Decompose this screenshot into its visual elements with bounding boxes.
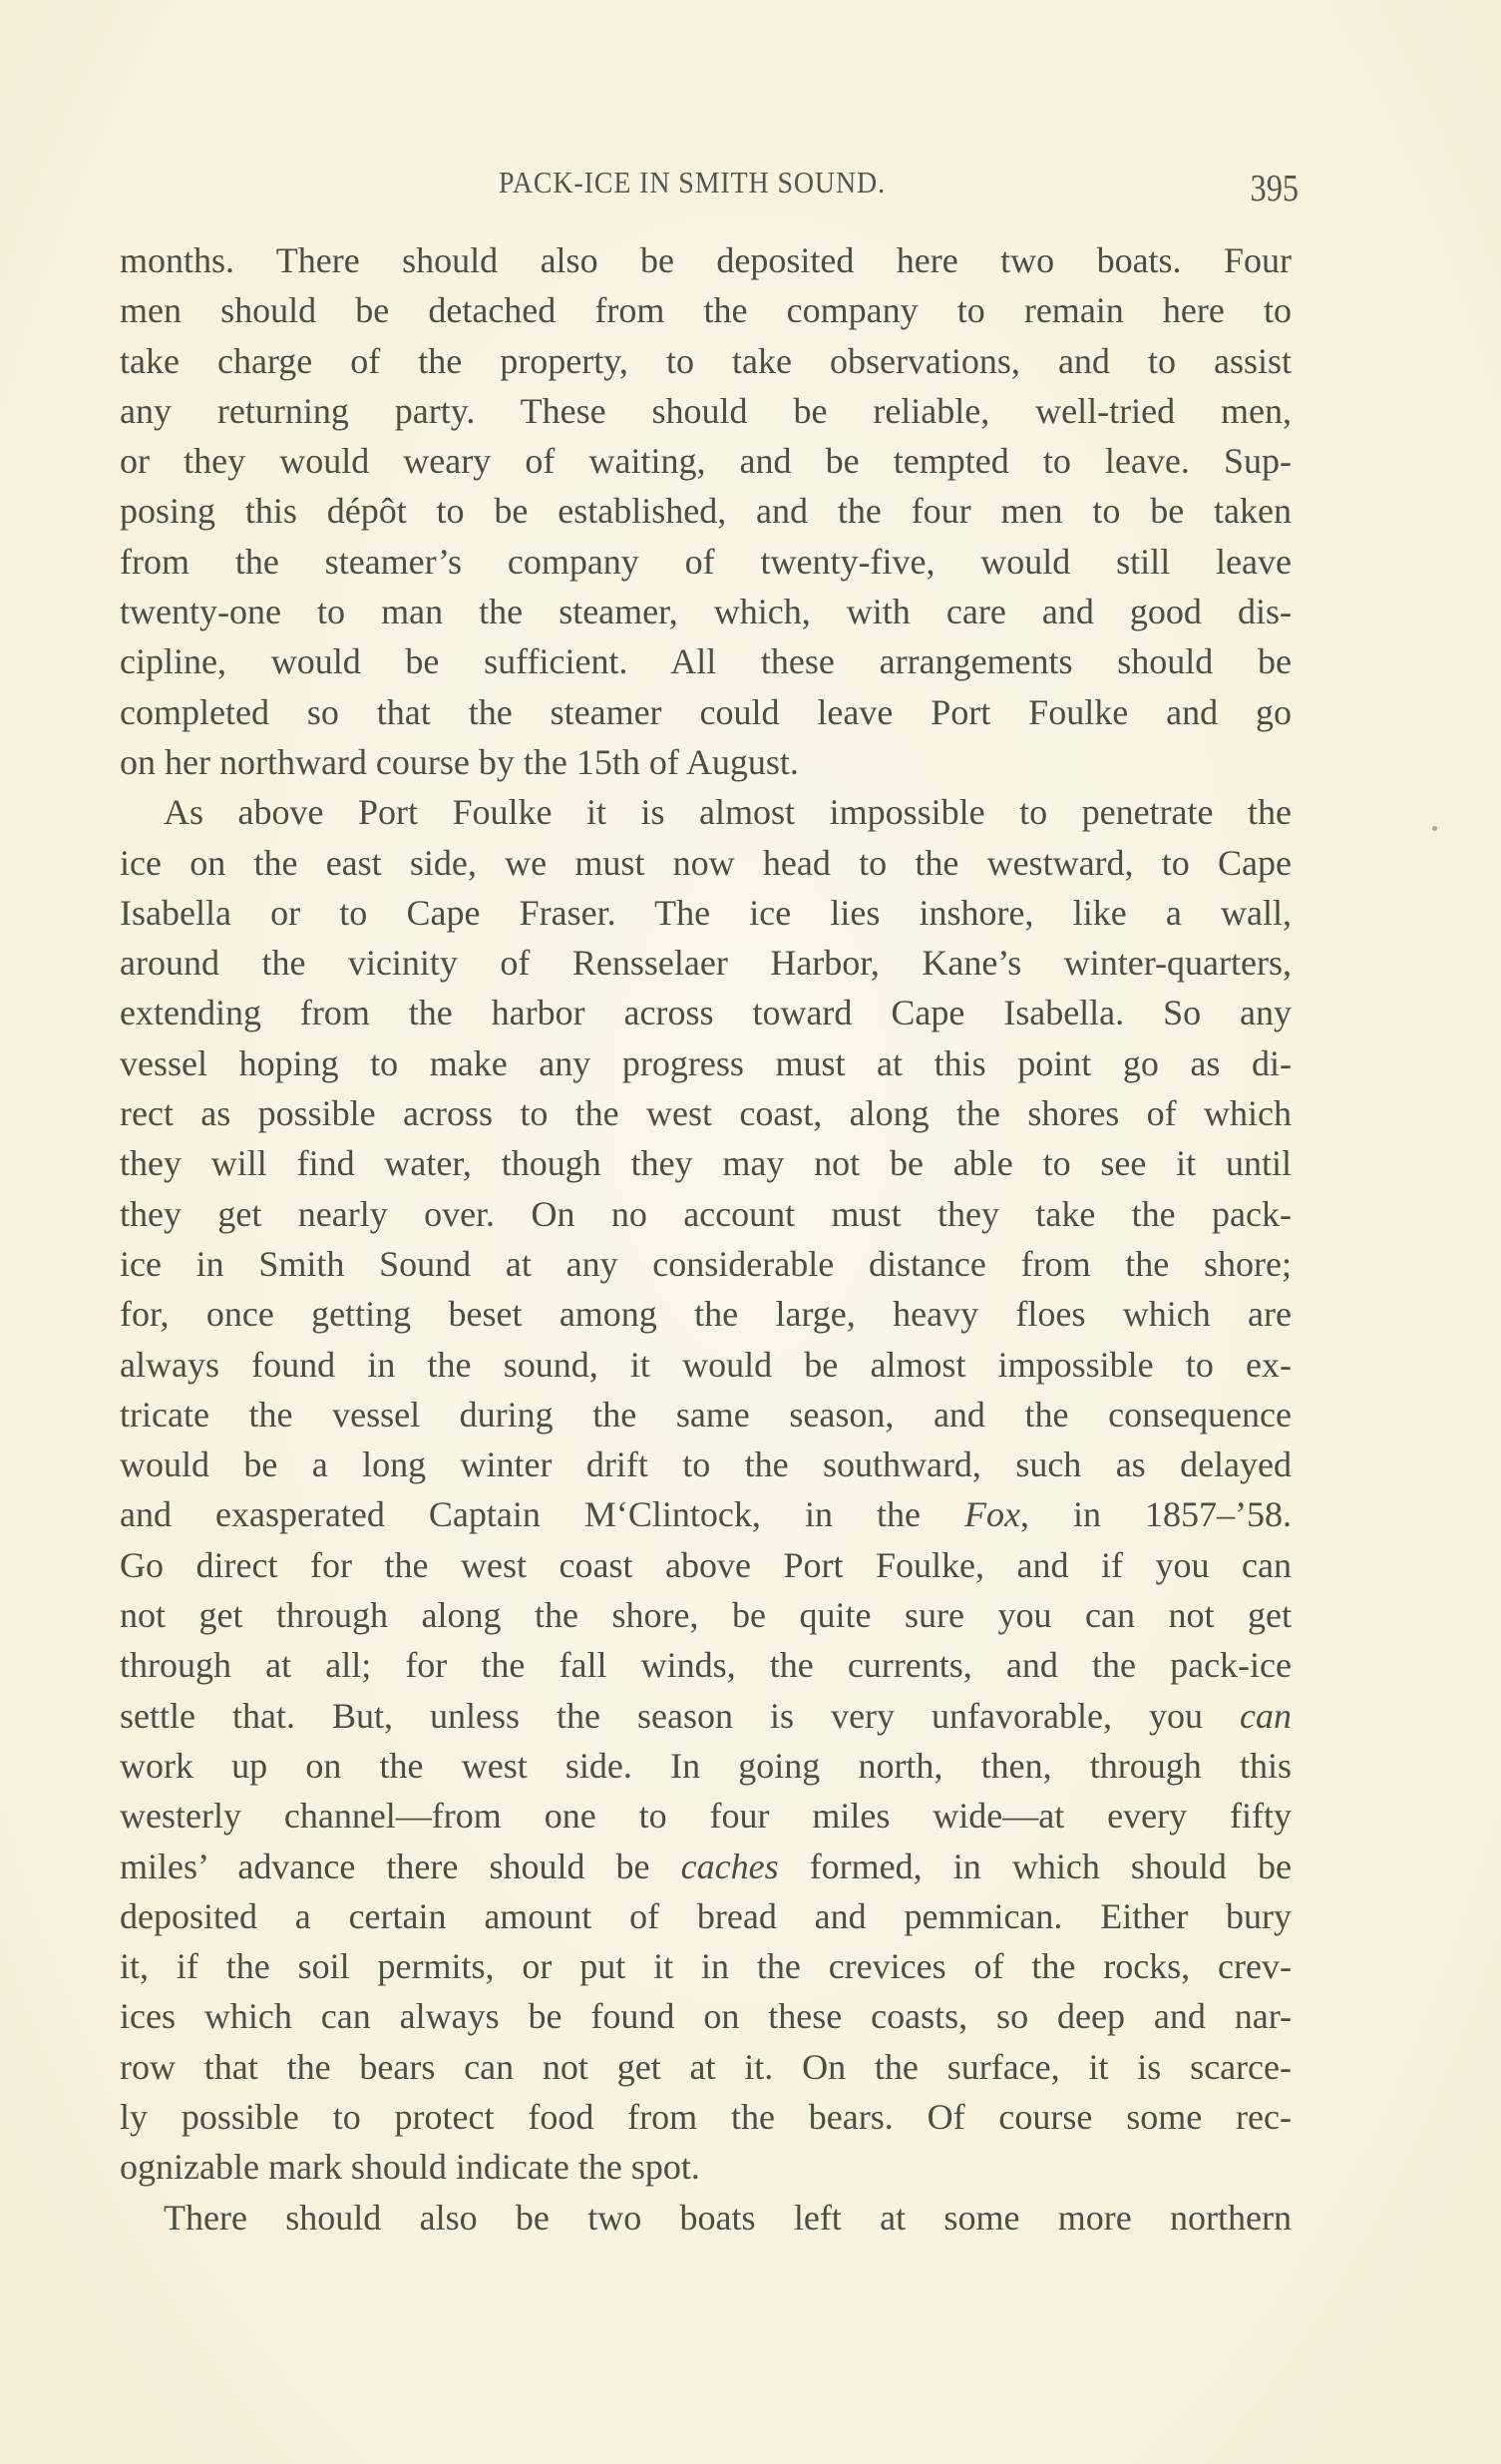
running-title: PACK-ICE IN SMITH SOUND. [499, 165, 886, 200]
text-line: rect as possible across to the west coast, along the shores of which [120, 1093, 1292, 1134]
text-line: work up on the west side. In going north, then, through this [120, 1745, 1292, 1786]
text-line: or they would weary of waiting, and be tempted to leave. Sup- [120, 441, 1292, 482]
text-line: take charge of the property, to take observations, and to assist [120, 340, 1292, 381]
text-line: from the steamer’s company of twenty-five, would still leave [120, 541, 1292, 582]
page-number: 395 [1250, 168, 1299, 209]
text-line [120, 1842, 1292, 1891]
text-line: always found in the sound, it would be almost impossible to ex- [120, 1344, 1292, 1385]
text-line: would be a long winter drift to the southward, such as delayed [120, 1444, 1292, 1485]
text-line: for, once getting beset among the large, heavy floes which are [120, 1294, 1292, 1335]
text-line [120, 1489, 1292, 1539]
italic-text: can [1240, 1695, 1292, 1736]
text-run: , in 1857–’58. [1019, 1494, 1292, 1535]
text-line: not get through along the shore, be quite sure you can not get [120, 1595, 1292, 1636]
text-line: twenty-one to man the steamer, which, with care and good dis- [120, 592, 1292, 632]
text-run: miles’ advance there should be [120, 1846, 681, 1886]
text-line: months. There should also be deposited here two boats. Four [120, 240, 1292, 280]
text-line: men should be detached from the company to remain here to [120, 290, 1292, 331]
text-line: westerly channel—from one to four miles wide—at every fifty [120, 1796, 1292, 1837]
text-line: ice on the east side, we must now head to the westward, to Cape [120, 842, 1292, 883]
text-line: Go direct for the west coast above Port Foulke, and if you can [120, 1544, 1292, 1585]
text-line: around the vicinity of Rensselaer Harbor, Kane’s winter-quarters, [120, 943, 1292, 984]
text-line: ice in Smith Sound at any considerable distance from the shore; [120, 1243, 1292, 1284]
italic-text: caches [680, 1846, 779, 1886]
text-run: and exasperated Captain M‘Clintock, in the [120, 1494, 964, 1535]
text-line: row that the bears can not get at it. On the surface, it is scarce- [120, 2046, 1292, 2087]
italic-text: Fox [963, 1494, 1020, 1535]
text-line: any returning party. These should be reliable, well-tried men, [120, 390, 1292, 431]
text-run: formed, in which should be [778, 1846, 1292, 1886]
text-line: ognizable mark should indicate the spot. [120, 2147, 700, 2188]
text-line: deposited a certain amount of bread and pemmican. Either bury [120, 1895, 1292, 1936]
text-line: through at all; for the fall winds, the currents, and the pack-ice [120, 1645, 1292, 1686]
text-run: settle that. But, unless the season is very unfavorable, you [120, 1695, 1241, 1736]
text-line: tricate the vessel during the same season, and the consequence [120, 1394, 1292, 1435]
text-line: extending from the harbor across toward Cape Isabella. So any [120, 993, 1292, 1033]
text-line [120, 1691, 1292, 1741]
text-line: completed so that the steamer could leave Port Foulke and go [120, 691, 1292, 732]
text-line: ices which can always be found on these coasts, so deep and nar- [120, 1996, 1292, 2037]
text-line: they get nearly over. On no account must they take the pack- [120, 1193, 1292, 1234]
text-line: cipline, would be sufficient. All these arrangements should be [120, 641, 1292, 682]
paper-speck [1432, 826, 1437, 831]
text-line: As above Port Foulke it is almost impossible to penetrate the [164, 792, 1292, 833]
text-line: vessel hoping to make any progress must at this point go as di- [120, 1042, 1292, 1083]
running-head [120, 165, 1297, 214]
text-line: ly possible to protect food from the bears. Of course some rec- [120, 2096, 1292, 2137]
text-line: they will find water, though they may not be able to see it until [120, 1143, 1292, 1184]
text-line: There should also be two boats left at some more northern [164, 2197, 1292, 2238]
text-line: on her northward course by the 15th of August. [120, 741, 799, 782]
text-line: Isabella or to Cape Fraser. The ice lies inshore, like a wall, [120, 892, 1292, 933]
text-line: posing this dépôt to be established, and the four men to be taken [120, 491, 1292, 532]
text-line: it, if the soil permits, or put it in the crevices of the rocks, crev- [120, 1946, 1292, 1987]
body-text [120, 235, 1292, 2243]
